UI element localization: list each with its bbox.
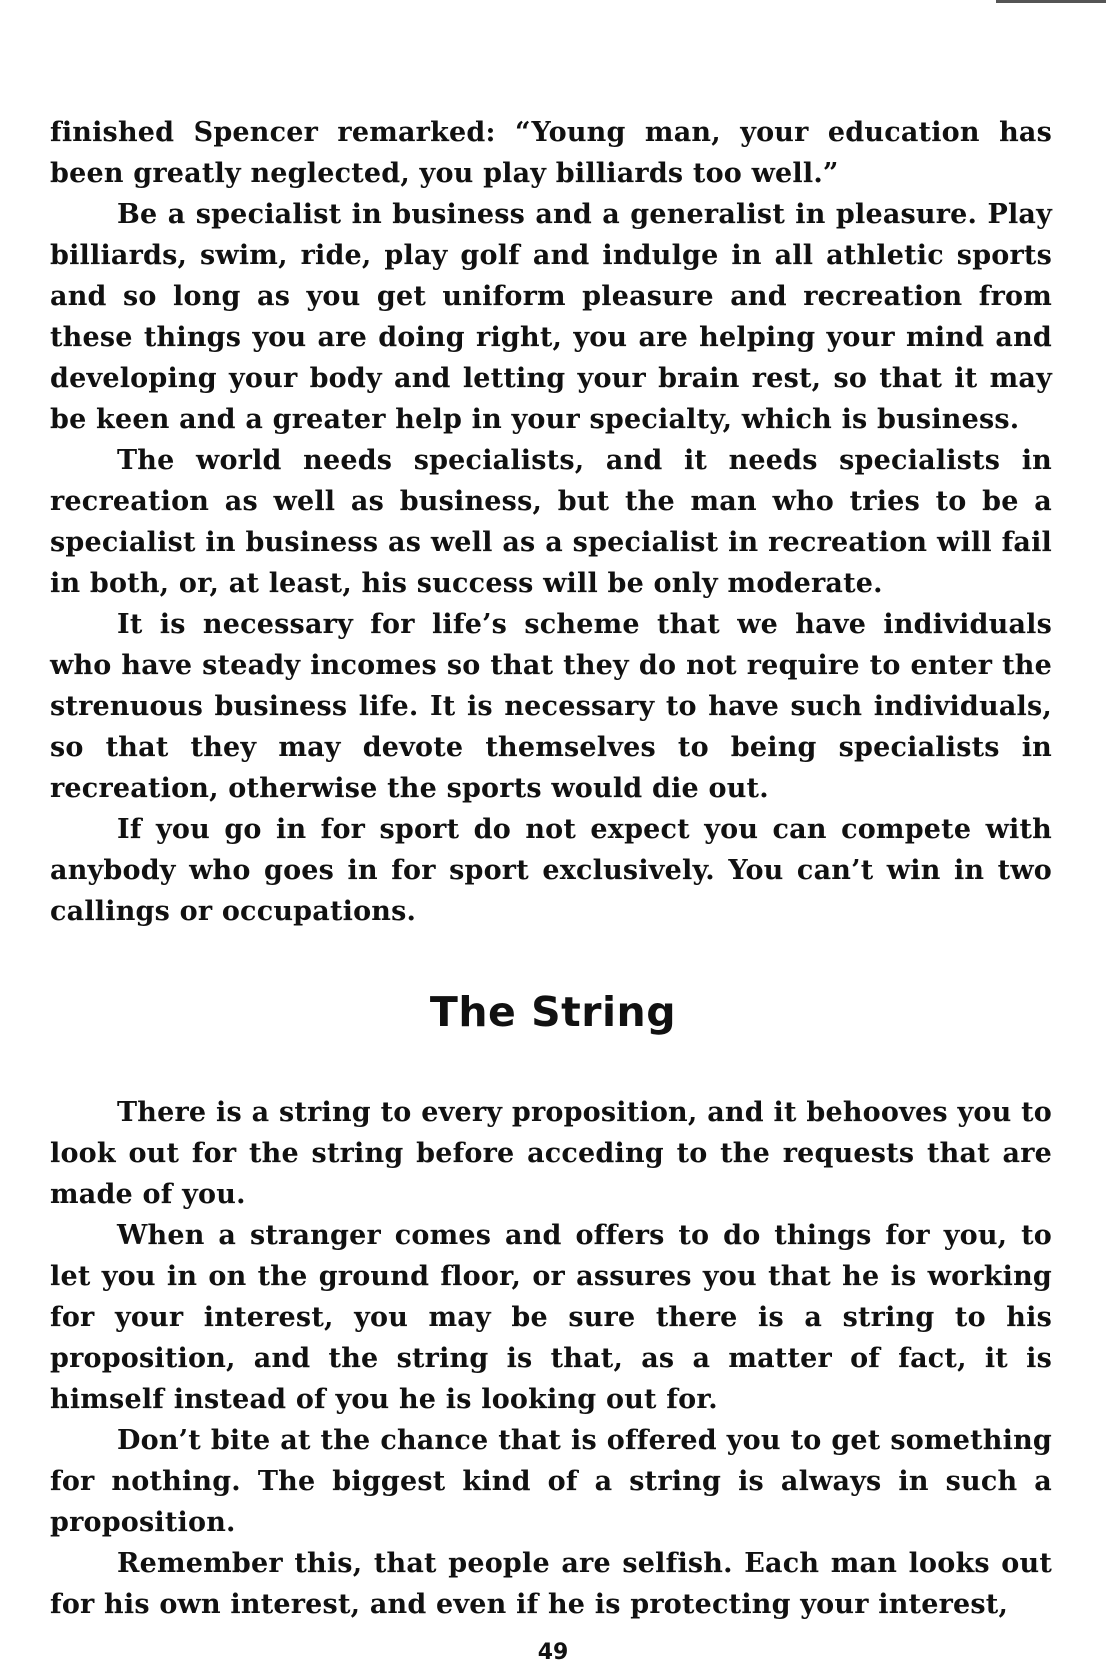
paragraph: It is necessary for life’s scheme that we have individuals who have steady incomes so that they do not require to enter the strenuous business life. It is necessary to have such individuals, so that they may devote themselves to being specialists in recreation, otherwise the sports would die out. [50, 609, 1052, 804]
paragraph: Remember this, that people are selfish. Each man looks out for his own interest, and even if he is protecting your interest, [50, 1548, 1052, 1620]
paragraph: Don’t bite at the chance that is offered you to get something for nothing. The biggest kind of a string is always in such a proposition. [50, 1425, 1052, 1538]
paragraph: Be a specialist in business and a generalist in pleasure. Play billiards, swim, ride, play golf and indulge in all athletic sports and so long as you get uniform pleasure and recreation from these things you are doing right, you are helping your mind and developing your body and letting your brain rest, so that it may be keen and a greater help in your specialty, which is business. [50, 199, 1052, 435]
paragraph: finished Spencer remarked: “Young man, your education has been greatly neglected, you play billiards too well.” [50, 117, 1052, 189]
paragraph: The world needs specialists, and it needs specialists in recreation as well as business, but the man who tries to be a specialist in business as well as a specialist in recreation will fail in both, or, at least, his success will be only moderate. [50, 445, 1052, 599]
continued-text-block [50, 112, 1052, 932]
paragraph: When a stranger comes and offers to do things for you, to let you in on the ground floor, or assures you that he is working for your interest, you may be sure there is a string to his proposition, and the string is that, as a matter of fact, it is himself instead of you he is looking out for. [50, 1220, 1052, 1415]
section-heading: The String [429, 988, 677, 1036]
paragraph: If you go in for sport do not expect you can compete with anybody who goes in for sport exclusively. You can’t win in two callings or occupations. [50, 814, 1052, 927]
scan-edge-rule [996, 0, 1106, 3]
paragraph: There is a string to every proposition, and it behooves you to look out for the string before acceding to the requests that are made of you. [50, 1097, 1052, 1210]
section-text-block [50, 1092, 1052, 1625]
page-number: 49 [537, 1640, 569, 1665]
